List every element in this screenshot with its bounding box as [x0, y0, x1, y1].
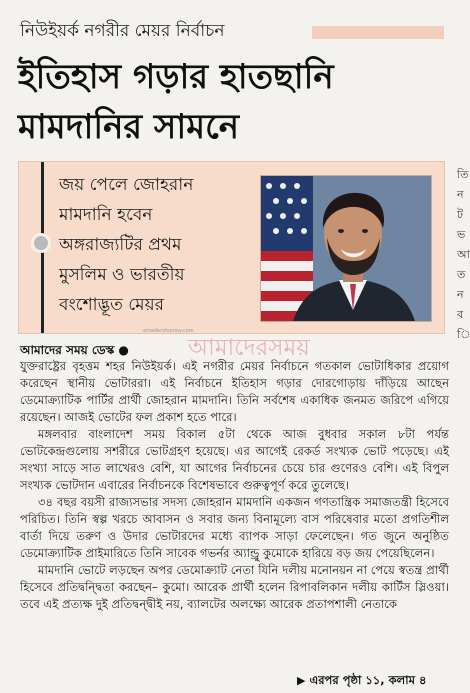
continuation-note — [297, 672, 426, 691]
pull-quote-box — [18, 161, 445, 334]
candidate-portrait — [260, 175, 432, 322]
bullet-icon: ● — [118, 343, 129, 357]
byline-text: আমাদের সময় ডেস্ক — [20, 343, 115, 357]
section-kicker: নিউইয়র্ক নগরীর মেয়র নির্বাচন — [20, 21, 225, 41]
pull-quote-line: জয় পেলে জোহরান — [59, 175, 194, 195]
article-paragraph: ৩৪ বছর বয়সী রাজ্যসভার সদস্য জোহরান মামদানি একজন গণতান্ত্রিক সমাজতন্ত্রী হিসেবে পরিচিত। তিনি স্বল্প খরচে আবাসন ও সবার জন্য বিনামূল্যে বাস পরিষেবার মতো প্রগতিশীল বার্তা দিয়ে তরুণ ও উদার ভোটারদের মধ্যে ব্যাপক সাড়া ফেলেছেন। গত জুনে অনুষ্ঠিত ডেমোক্র্যাটিক প্রাইমারিতে তিনি সাবেক গভর্নর অ্যান্ড্রু কুমোকে হারিয়ে বড় জয় পেয়েছিলেন। — [20, 495, 449, 560]
portrait-illustration — [261, 176, 431, 321]
article-paragraph: মঙ্গলবার বাংলাদেশ সময় বিকাল ৫টা থেকে আজ বুধবার সকাল ৮টা পর্যন্ত ভোটকেন্দ্রগুলোয় সশরীরে ভোটগ্রহণ হয়েছে। এর আগেই রেকর্ড সংখ্যক ভোট পড়েছে। এই সংখ্যা সাড়ে সাত লাখেরও বেশি, যা আগের নির্বাচনের চেয়ে চার গুণেরও বেশি। এই বিপুল সংখ্যক ভোটদান এবারের নির্বাচনকে বিশেষভাবে গুরুত্বপূর্ণ করে তুলেছে। — [20, 427, 449, 492]
masthead-watermark: আমাদেরসময় — [188, 335, 310, 361]
article-paragraph: মামদানি ভোটে লড়ছেন অপর ডেমোক্র্যাট নেতা যিনি দলীয় মনোনয়ন না পেয়ে স্বতন্ত্র প্রার্থী হিসেবে প্রতিদ্বন্দ্বিতা করছেন– কুমো। আরেক প্রার্থী হলেন রিপাবলিকান দলীয় কার্টিস স্লিওয়া। তবে এই প্রত্যক্ষ দুই প্রতিদ্বন্দ্বীই নয়, ব্যালটের অলক্ষ্যে আরেক প্রতাপশালী নেতাকে — [20, 563, 449, 611]
arrow-icon: ▶ — [297, 674, 306, 687]
pull-quote-line: বংশোদ্ভূত মেয়র — [59, 295, 164, 315]
pull-quote-line: মুসলিম ও ভারতীয় — [59, 265, 185, 285]
headline-line-1: ইতিহাস গড়ার হাতছানি — [18, 57, 334, 97]
pull-quote-line: মামদানি হবেন — [59, 205, 153, 225]
adjacent-column-fragment: তি ন ট ভ আ ত ন ব ি — [457, 168, 470, 341]
article-paragraph: যুক্তরাষ্ট্রের বৃহত্তম শহর নিউইয়র্ক। এই নগরীর মেয়র নির্বাচনে গতকাল ভোটাধিকার প্রয়োগ করেছেন স্থানীয় ভোটাররা। এই নির্বাচনে ইতিহাস গড়ার দোরগোড়ায় দাঁড়িয়ে আছেন ডেমোক্র্যাটিক পার্টির প্রার্থী জোহরান মামদানি। তিনি সর্বশেষ একাধিক জনমত জরিপে এগিয়ে রয়েছেন। আজই ভোটের ফল প্রকাশ হতে পারে। — [20, 359, 449, 424]
kicker-color-band — [312, 26, 444, 39]
headline — [18, 52, 448, 152]
headline-line-2: মামদানির সামনে — [18, 107, 240, 147]
pull-quote-line: অঙ্গরাজ্যটির প্রথম — [59, 235, 182, 255]
pull-quote — [59, 170, 274, 320]
masthead-caption: amadershomoy.com — [143, 328, 194, 334]
article-body — [20, 358, 449, 613]
continuation-text: এরপর পৃষ্ঠা ১১, কলাম ৪ — [309, 673, 427, 687]
callout-bullet-icon — [31, 233, 51, 253]
